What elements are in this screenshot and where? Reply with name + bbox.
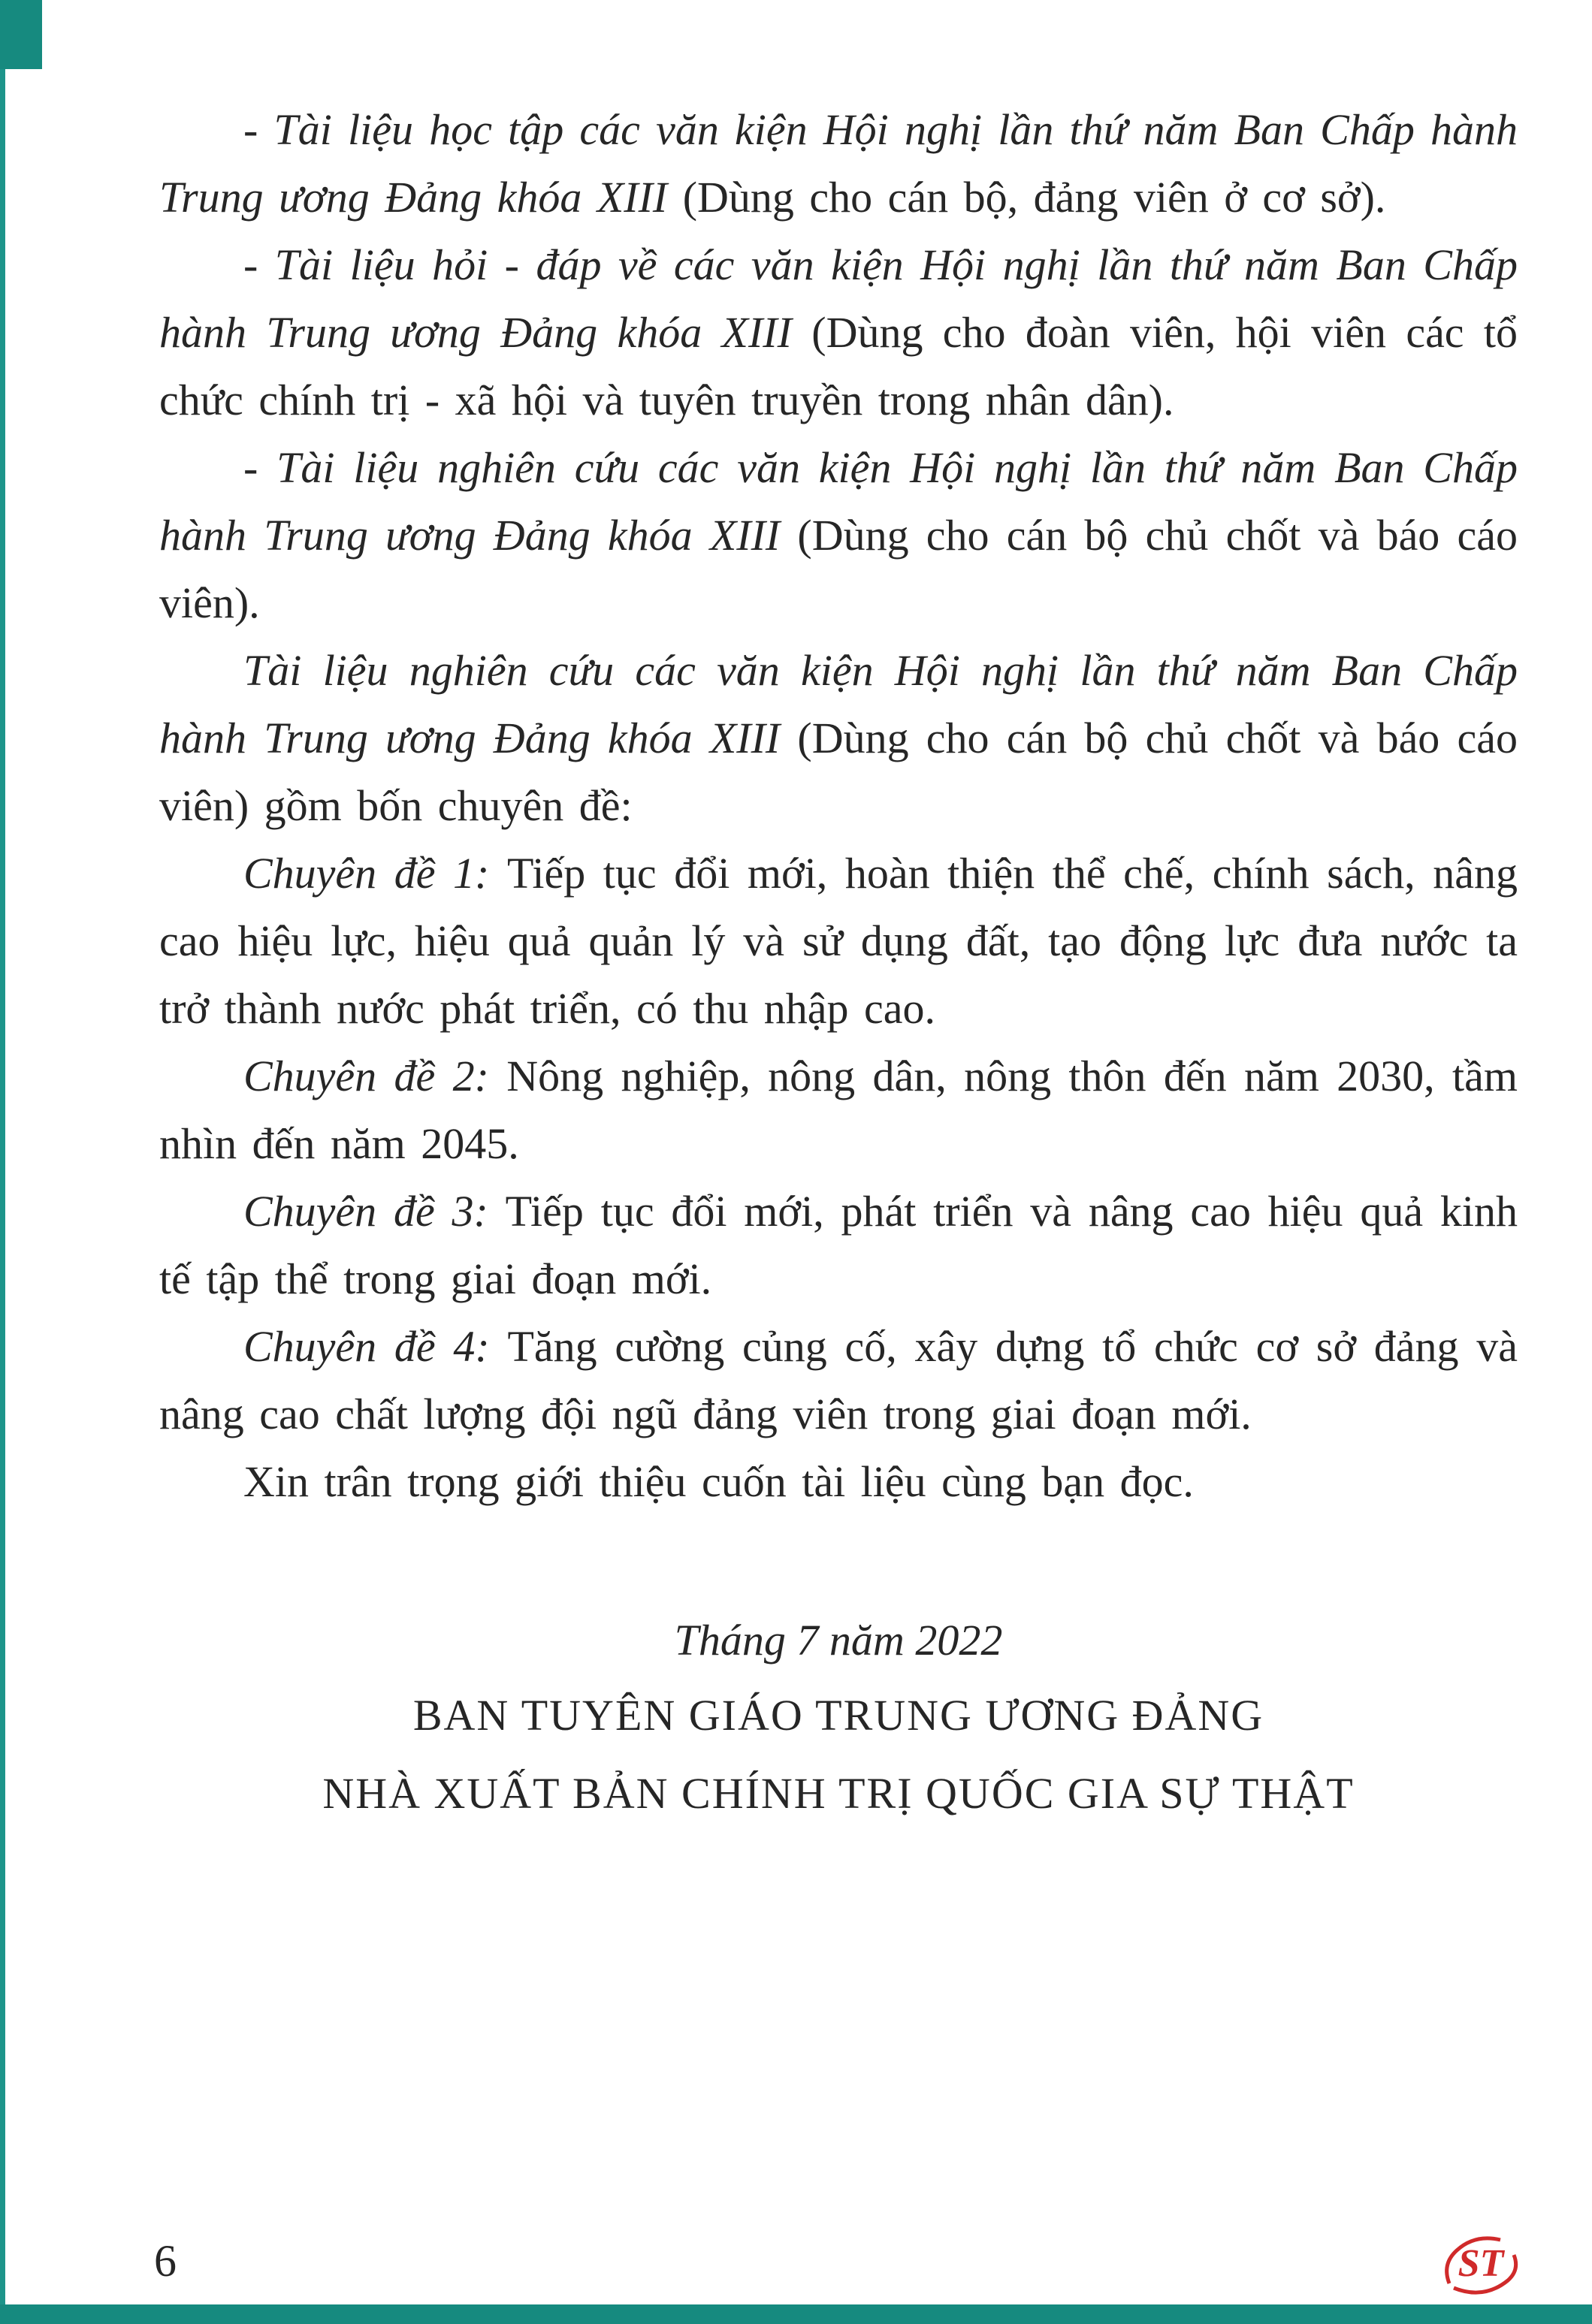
paragraph-note: (Dùng cho cán bộ chủ chốt và báo cáo viên). (159, 511, 1518, 627)
publisher-logo-text: ST (1458, 2242, 1504, 2285)
paragraph-doc-research-intro (159, 637, 1518, 840)
paragraph-doc-research (159, 434, 1518, 637)
topic-label-italic: Chuyên đề 4: (243, 1322, 508, 1371)
paragraph-note: (Dùng cho cán bộ, đảng viên ở cơ sở). (682, 173, 1386, 222)
paragraph-topic-1 (159, 840, 1518, 1043)
topic-label-italic: Chuyên đề 3: (243, 1187, 506, 1236)
topic-label-italic: Chuyên đề 1: (243, 849, 507, 898)
page-content (159, 96, 1518, 1833)
paragraph-note: (Dùng cho đoàn viên, hội viên các tổ chức chính trị - xã hội và tuyên truyền trong nhân dân). (159, 308, 1518, 424)
topic-text: Tiếp tục đổi mới, phát triển và nâng cao hiệu quả kinh tế tập thể trong giai đoạn mới. (159, 1187, 1518, 1303)
publisher-logo-icon (1439, 2225, 1523, 2300)
paragraph-title-italic: Tài liệu nghiên cứu các văn kiện Hội nghị lần thứ năm Ban Chấp hành Trung ương Đảng khóa XIII (159, 646, 1518, 762)
paragraph-note: (Dùng cho cán bộ chủ chốt và báo cáo viên) gồm bốn chuyên đề: (159, 714, 1518, 830)
publisher-logo (1439, 2225, 1523, 2300)
dateline: Tháng 7 năm 2022 (674, 1616, 1003, 1665)
topic-text: Tăng cường củng cố, xây dựng tổ chức cơ sở đảng và nâng cao chất lượng đội ngũ đảng viên trong giai đoạn mới. (159, 1322, 1518, 1438)
paragraph-closing-sentence (159, 1448, 1518, 1516)
paragraph-doc-qa (159, 231, 1518, 434)
page-number: 6 (154, 2236, 177, 2286)
scan-edge-top-left (0, 0, 42, 69)
signature-block (159, 1604, 1518, 1833)
paragraph-topic-3 (159, 1178, 1518, 1313)
paragraph-topic-4 (159, 1313, 1518, 1448)
topic-label-italic: Chuyên đề 2: (243, 1052, 507, 1100)
paragraph-title-italic: - Tài liệu học tập các văn kiện Hội nghị lần thứ năm Ban Chấp hành Trung ương Đảng khóa XIII (159, 105, 1518, 222)
paragraph-doc-study (159, 96, 1518, 231)
paragraph-topic-2 (159, 1043, 1518, 1178)
scan-edge-left (0, 69, 5, 2306)
org-line-publisher: NHÀ XUẤT BẢN CHÍNH TRỊ QUỐC GIA SỰ THẬT (322, 1769, 1355, 1818)
topic-text: Nông nghiệp, nông dân, nông thôn đến năm 2030, tầm nhìn đến năm 2045. (159, 1052, 1518, 1168)
scan-edge-bottom (0, 2304, 1592, 2324)
paragraph-title-italic: - Tài liệu hỏi - đáp về các văn kiện Hội nghị lần thứ năm Ban Chấp hành Trung ương Đảng khóa XIII (159, 240, 1518, 357)
topic-text: Tiếp tục đổi mới, hoàn thiện thể chế, chính sách, nâng cao hiệu lực, hiệu quả quản lý và sử dụng đất, tạo động lực đưa nước ta trở thành nước phát triển, có thu nhập cao. (159, 849, 1518, 1033)
paragraph-title-italic: - Tài liệu nghiên cứu các văn kiện Hội nghị lần thứ năm Ban Chấp hành Trung ương Đảng khóa XIII (159, 443, 1518, 560)
closing-sentence-text: Xin trân trọng giới thiệu cuốn tài liệu cùng bạn đọc. (243, 1457, 1194, 1506)
org-line-propaganda-dept: BAN TUYÊN GIÁO TRUNG ƯƠNG ĐẢNG (412, 1691, 1264, 1740)
